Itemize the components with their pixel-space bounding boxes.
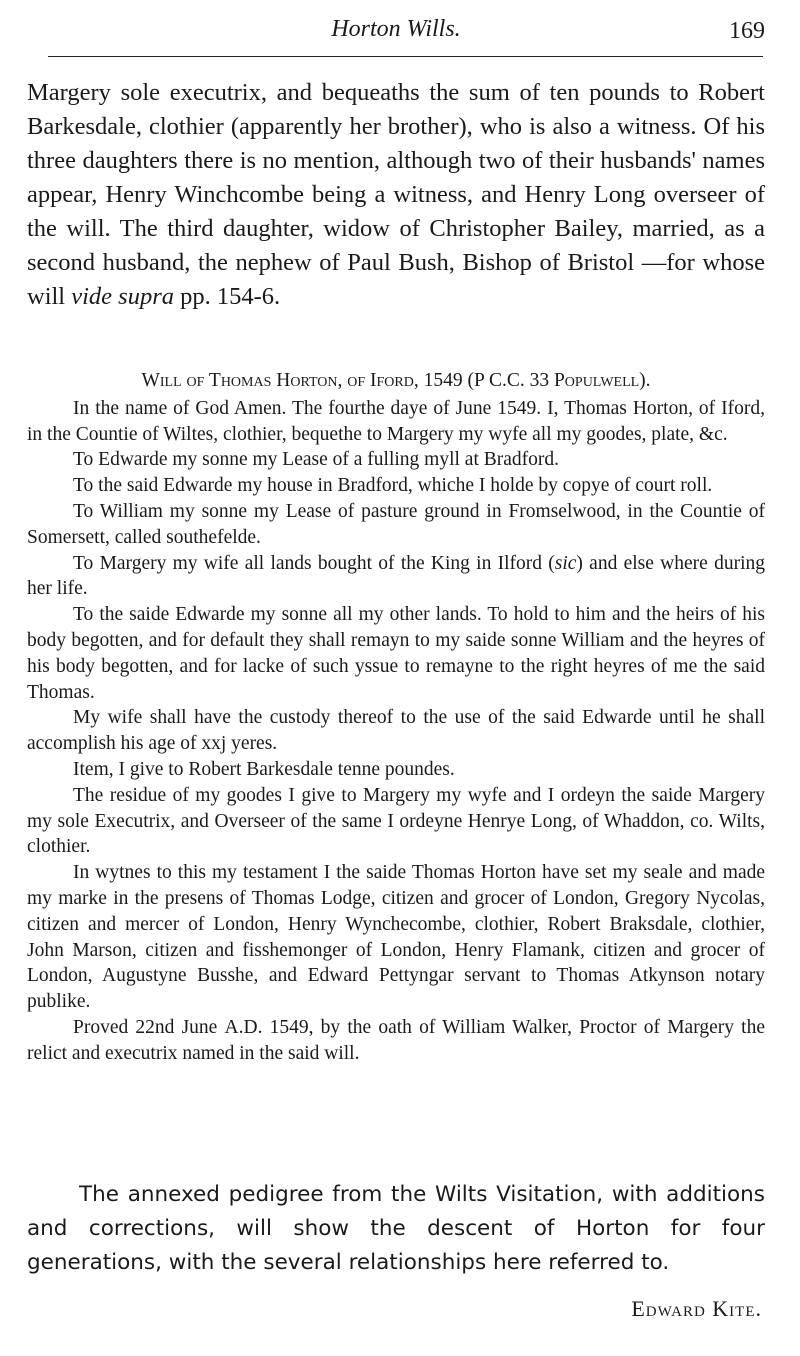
will-paragraph: In wytnes to this my testament I the saide Thomas Horton have set my seale and made my marke in the presens of Thomas Lodge, citizen and grocer of London, Gregory Nycolas, citizen and mercer of London, Henry Wynchecombe, clothier, Robert Braksdale, clothier, John Marson, citizen and fisshemonger of London, Henry Flamank, citizen and grocer of London, Augustyne Busshe, and Edward Pettyngar servant to Thomas Atkynson notary publike. [27, 862, 765, 1013]
will-paragraph: The residue of my goodes I give to Margery my wyfe and I ordeyn the saide Margery my sole Executrix, and Overseer of the same I ordeyne Henrye Long, of Whaddon, co. Wilts, clothier. [27, 784, 765, 858]
will-heading: Will of Thomas Horton, of Iford, 1549 (P C.C. 33 Populwell). [141, 370, 651, 391]
will-paragraph: To William my sonne my Lease of pasture ground in Fromselwood, in the Countie of Somersett, called southefelde. [27, 500, 765, 548]
running-title: Horton Wills. [331, 16, 461, 42]
will-paragraph: In the name of God Amen. The fourthe daye of June 1549. I, Thomas Horton, of Iford, in the Countie of Wiltes, clothier, bequethe to Margery my wyfe all my goodes, plate, &c. [27, 397, 765, 445]
closing-paragraph: The annexed pedigree from the Wilts Visitation, with additions and corrections, will show the descent of Horton for four generations, with the several relationships here referred to. [27, 1182, 765, 1275]
closing-section [27, 1178, 765, 1280]
will-paragraph: To Edwarde my sonne my Lease of a fulling myll at Bradford. [73, 449, 560, 471]
will-paragraph: Item, I give to Robert Barkesdale tenne poundes. [73, 758, 455, 780]
will-paragraph [27, 551, 765, 603]
proved-ad: A.D. [224, 1016, 263, 1038]
intro-italic: vide supra [71, 283, 174, 310]
author-signature: Edward Kite. [631, 1296, 762, 1321]
will-section [27, 368, 765, 1067]
will-paragraph: To the said Edwarde my house in Bradford, whiche I holde by copye of court roll. [73, 475, 713, 497]
intro-text: Margery sole executrix, and bequeaths the sum of ten pounds to Robert Barkesdale, clothier (apparently her brother), who is also a witness. Of his three daughters there is no mention, although two of their husbands' names appear, Henry Winchcombe being a witness, and Henry Long overseer of the will. The third daughter, widow of Christopher Bailey, married, as a second husband, the nephew of Paul Bush, Bishop of Bristol —for whose will [27, 79, 765, 310]
proved-text-end: 1549, by the oath of William Walker, Proctor of Margery the relict and executrix named in the said will. [27, 1016, 765, 1064]
will-paragraph: To the saide Edwarde my sonne all my other lands. To hold to him and the heirs of his body begotten, and for default they shall remayn to my saide sonne William and the heyres of his body begotten, and for lacke of such yssue to remayne to the right heyres of me the said Thomas. [27, 604, 765, 703]
header-rule [48, 56, 763, 57]
proved-paragraph [27, 1015, 765, 1067]
will-paragraph: My wife shall have the custody thereof to the use of the said Edwarde until he shall accomplish his age of xxj yeres. [27, 707, 765, 755]
page-header [27, 12, 765, 52]
sic-italic: sic [554, 552, 577, 574]
proved-text: Proved 22nd June [73, 1016, 225, 1038]
intro-paragraph [27, 76, 765, 314]
sic-after: ) and else where during her life. [27, 552, 765, 600]
intro-text-end: pp. 154-6. [174, 283, 281, 310]
page-number: 169 [729, 18, 765, 44]
sic-before: To Margery my wife all lands bought of the King in Ilford ( [73, 552, 555, 574]
